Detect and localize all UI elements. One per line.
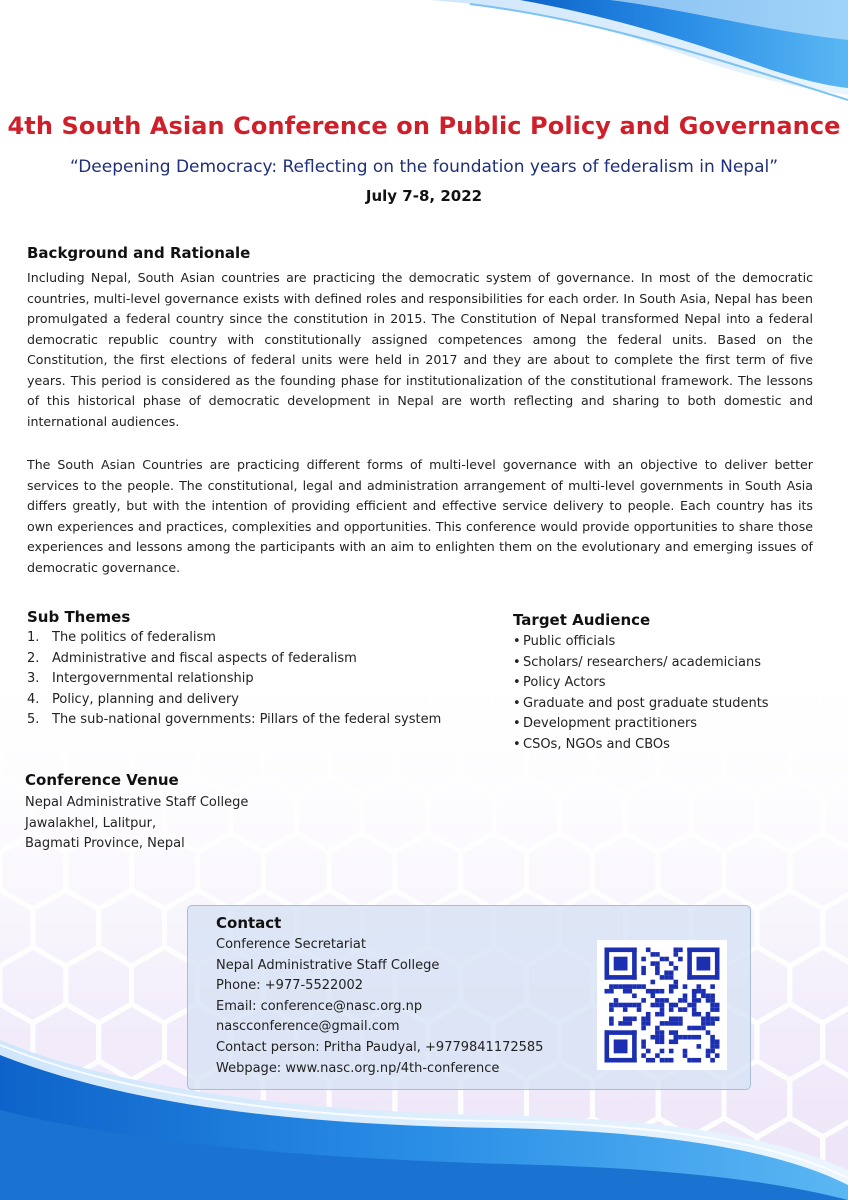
qr-module: [674, 966, 679, 971]
qr-module: [664, 1058, 669, 1063]
qr-module: [651, 1058, 656, 1063]
qr-module: [715, 1040, 720, 1045]
qr-module: [641, 1040, 646, 1045]
qr-module: [710, 1049, 715, 1054]
qr-module: [646, 1021, 651, 1026]
background-paragraph-2: The South Asian Countries are practicing different forms of multi-level governance with an objective to deliver better services to the people. The constitutional, legal and administration arrangement of multi-level governments in South Asia differs greatly, but with the intention of providing efficient and effective service delivery to people. Each country has its own experiences and practices, complexities and opportunities. This conference would provide opportunities to share those experiences and lessons among the participants with an aim to enlighten them on the evolutionary and emerging issues of democratic governance.: [27, 457, 813, 575]
qr-module: [632, 994, 637, 999]
qr-finder: [632, 948, 637, 980]
qr-module: [655, 1035, 660, 1040]
qr-module: [637, 1003, 642, 1008]
qr-module: [641, 1021, 646, 1026]
qr-module: [701, 994, 706, 999]
qr-module: [660, 1058, 665, 1063]
qr-module: [664, 971, 669, 976]
list-text: Administrative and fiscal aspects of federalism: [52, 650, 357, 666]
qr-module: [683, 984, 688, 989]
list-item: [513, 714, 769, 735]
list-number: 3.: [27, 671, 40, 687]
qr-finder: [687, 948, 719, 953]
qr-module: [655, 966, 660, 971]
qr-module: [628, 1021, 633, 1026]
qr-module: [692, 1058, 697, 1063]
qr-module: [715, 1003, 720, 1008]
qr-module: [641, 957, 646, 962]
qr-module: [660, 975, 665, 980]
bullet-icon: •: [513, 634, 521, 649]
qr-module: [683, 994, 688, 999]
conference-date: July 7-8, 2022: [365, 187, 483, 205]
qr-module: [674, 984, 679, 989]
qr-module: [655, 971, 660, 976]
qr-module: [710, 1017, 715, 1022]
bullet-icon: •: [513, 654, 521, 670]
qr-module: [678, 1035, 683, 1040]
qr-module: [637, 984, 642, 989]
qr-module: [692, 1026, 697, 1031]
conference-subtitle: “Deepening Democracy: Reflecting on the foundation years of federalism in Nepal”: [69, 157, 779, 177]
venue-address: [25, 793, 248, 855]
contact-line: Nepal Administrative Staff College: [216, 957, 440, 973]
qr-module: [614, 998, 619, 1003]
qr-module: [697, 998, 702, 1003]
qr-module: [641, 966, 646, 971]
qr-module: [628, 984, 633, 989]
qr-module: [651, 961, 656, 966]
qr-module: [697, 1058, 702, 1063]
qr-module: [669, 975, 674, 980]
list-number: 1.: [27, 630, 40, 645]
contact-email-secondary[interactable]: nascconference@gmail.com: [216, 1019, 400, 1035]
list-text: Policy, planning and delivery: [52, 691, 239, 707]
bullet-icon: •: [513, 716, 521, 732]
qr-module: [660, 1021, 665, 1026]
qr-module: [710, 1044, 715, 1049]
qr-module: [669, 1003, 674, 1008]
qr-module: [614, 984, 619, 989]
qr-finder: [632, 1030, 637, 1062]
qr-module: [669, 989, 674, 994]
qr-module: [618, 1021, 623, 1026]
qr-module: [641, 1053, 646, 1058]
bullet-icon: •: [513, 695, 521, 711]
venue-heading: Conference Venue: [25, 771, 179, 789]
qr-module: [655, 1003, 660, 1008]
qr-module: [706, 1012, 711, 1017]
qr-module: [655, 1012, 660, 1017]
qr-module: [632, 1017, 637, 1022]
qr-module: [605, 989, 610, 994]
list-text: Policy Actors: [523, 675, 606, 691]
list-item: [513, 735, 769, 756]
qr-finder: [605, 975, 637, 980]
qr-code-icon[interactable]: [597, 940, 727, 1070]
list-text: Intergovernmental relationship: [52, 671, 254, 687]
qr-module: [660, 1030, 665, 1035]
list-text: Graduate and post graduate students: [523, 695, 769, 711]
qr-module: [678, 1021, 683, 1026]
qr-module: [692, 1007, 697, 1012]
qr-module: [687, 1058, 692, 1063]
venue-line: Bagmati Province, Nepal: [25, 836, 185, 852]
qr-module: [706, 1017, 711, 1022]
qr-module: [683, 1007, 688, 1012]
qr-module: [623, 1017, 628, 1022]
qr-module: [706, 994, 711, 999]
qr-module: [674, 1040, 679, 1045]
list-item: [27, 649, 441, 670]
list-number: 4.: [27, 691, 40, 707]
qr-module: [641, 984, 646, 989]
qr-module: [674, 1035, 679, 1040]
list-text: CSOs, NGOs and CBOs: [523, 736, 670, 752]
qr-finder: [605, 1030, 610, 1062]
qr-module: [687, 1003, 692, 1008]
qr-module: [674, 948, 679, 953]
qr-module: [692, 989, 697, 994]
target-audience-list: [513, 632, 769, 756]
qr-module: [710, 1003, 715, 1008]
list-item: [513, 694, 769, 715]
qr-finder: [687, 975, 719, 980]
qr-module: [687, 1035, 692, 1040]
qr-module: [715, 1044, 720, 1049]
venue-line: Nepal Administrative Staff College: [25, 795, 249, 810]
qr-module: [706, 1030, 711, 1035]
qr-module: [609, 1003, 614, 1008]
qr-module: [637, 1007, 642, 1012]
qr-module: [706, 1053, 711, 1058]
qr-module: [674, 952, 679, 957]
qr-module: [697, 1044, 702, 1049]
qr-module: [655, 1040, 660, 1045]
qr-module: [669, 1021, 674, 1026]
qr-module: [646, 1017, 651, 1022]
contact-email[interactable]: Email: conference@nasc.org.np: [216, 998, 423, 1014]
qr-finder: [614, 957, 628, 971]
qr-module: [701, 1017, 706, 1022]
qr-module: [651, 1035, 656, 1040]
qr-module: [697, 1026, 702, 1031]
list-item: [27, 710, 441, 731]
qr-module: [651, 1003, 656, 1008]
qr-module: [715, 1007, 720, 1012]
qr-finder: [605, 948, 637, 953]
qr-module: [697, 984, 702, 989]
qr-module: [710, 1021, 715, 1026]
qr-module: [706, 998, 711, 1003]
sub-themes-list: [27, 628, 441, 731]
qr-module: [715, 1017, 720, 1022]
qr-module: [623, 989, 628, 994]
contact-phone: Phone: +977-5522002: [216, 978, 364, 994]
qr-module: [646, 1012, 651, 1017]
qr-finder: [715, 948, 720, 980]
qr-module: [669, 1017, 674, 1022]
qr-module: [660, 1035, 665, 1040]
list-item: [27, 669, 441, 690]
qr-module: [678, 957, 683, 962]
qr-module: [655, 952, 660, 957]
qr-module: [669, 961, 674, 966]
qr-module: [655, 998, 660, 1003]
qr-finder: [614, 1040, 628, 1054]
qr-module: [683, 998, 688, 1003]
qr-module: [651, 952, 656, 957]
qr-module: [701, 989, 706, 994]
qr-module: [669, 1040, 674, 1045]
qr-module: [609, 984, 614, 989]
bullet-icon: •: [513, 675, 521, 691]
qr-module: [687, 1026, 692, 1031]
sub-themes-heading: Sub Themes: [27, 608, 131, 626]
qr-finder: [605, 1030, 637, 1035]
qr-module: [669, 1049, 674, 1054]
qr-module: [623, 984, 628, 989]
qr-module: [669, 1058, 674, 1063]
qr-module: [710, 1035, 715, 1040]
qr-module: [641, 1017, 646, 1022]
qr-module: [660, 998, 665, 1003]
list-item: [513, 673, 769, 694]
qr-module: [609, 1007, 614, 1012]
list-text: The politics of federalism: [52, 630, 216, 645]
qr-module: [669, 971, 674, 976]
qr-module: [674, 1030, 679, 1035]
qr-module: [701, 1021, 706, 1026]
list-text: Development practitioners: [523, 716, 698, 732]
conference-title: 4th South Asian Conference on Public Policy and Governance: [7, 112, 841, 140]
qr-module: [697, 1012, 702, 1017]
qr-module: [664, 998, 669, 1003]
qr-module: [710, 984, 715, 989]
qr-module: [678, 948, 683, 953]
qr-finder: [697, 957, 711, 971]
qr-module: [623, 1021, 628, 1026]
qr-module: [692, 998, 697, 1003]
qr-module: [678, 998, 683, 1003]
qr-module: [697, 989, 702, 994]
qr-module: [660, 1012, 665, 1017]
qr-module: [655, 961, 660, 966]
qr-module: [692, 1012, 697, 1017]
qr-module: [618, 984, 623, 989]
qr-finder: [605, 1058, 637, 1063]
qr-module: [646, 989, 651, 994]
bullet-icon: •: [513, 736, 521, 752]
qr-module: [674, 1017, 679, 1022]
qr-module: [678, 1007, 683, 1012]
qr-module: [628, 989, 633, 994]
qr-module: [641, 1044, 646, 1049]
qr-module: [655, 989, 660, 994]
qr-module: [651, 980, 656, 985]
qr-module: [655, 1026, 660, 1031]
qr-module: [651, 994, 656, 999]
qr-module: [632, 984, 637, 989]
qr-module: [674, 1003, 679, 1008]
qr-module: [669, 1030, 674, 1035]
qr-module: [628, 1017, 633, 1022]
target-audience-heading: Target Audience: [513, 611, 651, 629]
list-item: [513, 653, 769, 674]
qr-module: [655, 1053, 660, 1058]
qr-module: [710, 1058, 715, 1063]
contact-person: Contact person: Pritha Paudyal, +9779841172585: [216, 1039, 544, 1055]
background-heading: Background and Rationale: [27, 244, 251, 262]
qr-module: [715, 1053, 720, 1058]
qr-module: [701, 1026, 706, 1031]
contact-details: [216, 935, 543, 1079]
qr-module: [706, 1049, 711, 1054]
qr-module: [669, 1007, 674, 1012]
qr-module: [660, 989, 665, 994]
qr-finder: [687, 948, 692, 980]
qr-module: [683, 1049, 688, 1054]
qr-module: [660, 1007, 665, 1012]
qr-module: [669, 984, 674, 989]
qr-module: [678, 1017, 683, 1022]
qr-module: [609, 1017, 614, 1022]
list-item: [27, 690, 441, 711]
qr-module: [628, 1003, 633, 1008]
qr-module: [614, 1003, 619, 1008]
qr-module: [646, 948, 651, 953]
qr-module: [618, 1003, 623, 1008]
qr-module: [641, 998, 646, 1003]
list-text: Scholars/ researchers/ academicians: [523, 654, 762, 670]
qr-module: [674, 1021, 679, 1026]
qr-module: [632, 1003, 637, 1008]
qr-module: [692, 1003, 697, 1008]
qr-finder: [605, 948, 610, 980]
qr-module: [623, 1003, 628, 1008]
qr-module: [710, 1040, 715, 1045]
contact-line: Conference Secretariat: [216, 937, 366, 952]
qr-module: [664, 1021, 669, 1026]
contact-webpage[interactable]: Webpage: www.nasc.org.np/4th-conference: [216, 1060, 500, 1076]
qr-module: [692, 994, 697, 999]
qr-module: [623, 1007, 628, 1012]
contact-heading: Contact: [216, 914, 282, 932]
list-text: The sub-national governments: Pillars of the federal system: [52, 712, 442, 728]
list-text: Public officials: [523, 634, 616, 649]
qr-module: [664, 957, 669, 962]
qr-module: [655, 1030, 660, 1035]
qr-module: [609, 1021, 614, 1026]
qr-module: [660, 1040, 665, 1045]
qr-module: [683, 1035, 688, 1040]
qr-module: [664, 975, 669, 980]
qr-module: [660, 1003, 665, 1008]
qr-module: [710, 998, 715, 1003]
qr-module: [646, 1049, 651, 1054]
qr-module: [641, 971, 646, 976]
qr-module: [651, 989, 656, 994]
qr-module: [706, 1021, 711, 1026]
qr-module: [641, 1026, 646, 1031]
list-number: 5.: [27, 712, 40, 728]
qr-module: [697, 1035, 702, 1040]
qr-module: [710, 994, 715, 999]
qr-module: [660, 1049, 665, 1054]
background-paragraph-1: Including Nepal, South Asian countries are practicing the democratic system of governance. In most of the democratic countries, multi-level governance exists with defined roles and responsibilities for each order. In South Asia, Nepal has been promulgated a federal country since the constitution in 2015. The Constitution of Nepal transformed Nepal into a federal democratic republic country with constitutionally assigned competences among the federal units. Based on the Constitution, the first elections of federal units were held in 2017 and they are about to complete the first term of five years. This period is considered as the founding phase for institutionalization of the constitutional framework. The lessons of this historical phase of democratic development in Nepal are worth reflecting and sharing to both domestic and international audiences.: [27, 270, 813, 429]
qr-module: [609, 989, 614, 994]
qr-module: [710, 1007, 715, 1012]
qr-module: [674, 980, 679, 985]
qr-module: [646, 1058, 651, 1063]
qr-module: [683, 1053, 688, 1058]
list-item: [513, 632, 769, 653]
qr-module: [692, 1035, 697, 1040]
list-item: [27, 628, 441, 649]
venue-line: Jawalakhel, Lalitpur,: [25, 815, 157, 831]
qr-module: [660, 957, 665, 962]
list-number: 2.: [27, 650, 40, 666]
